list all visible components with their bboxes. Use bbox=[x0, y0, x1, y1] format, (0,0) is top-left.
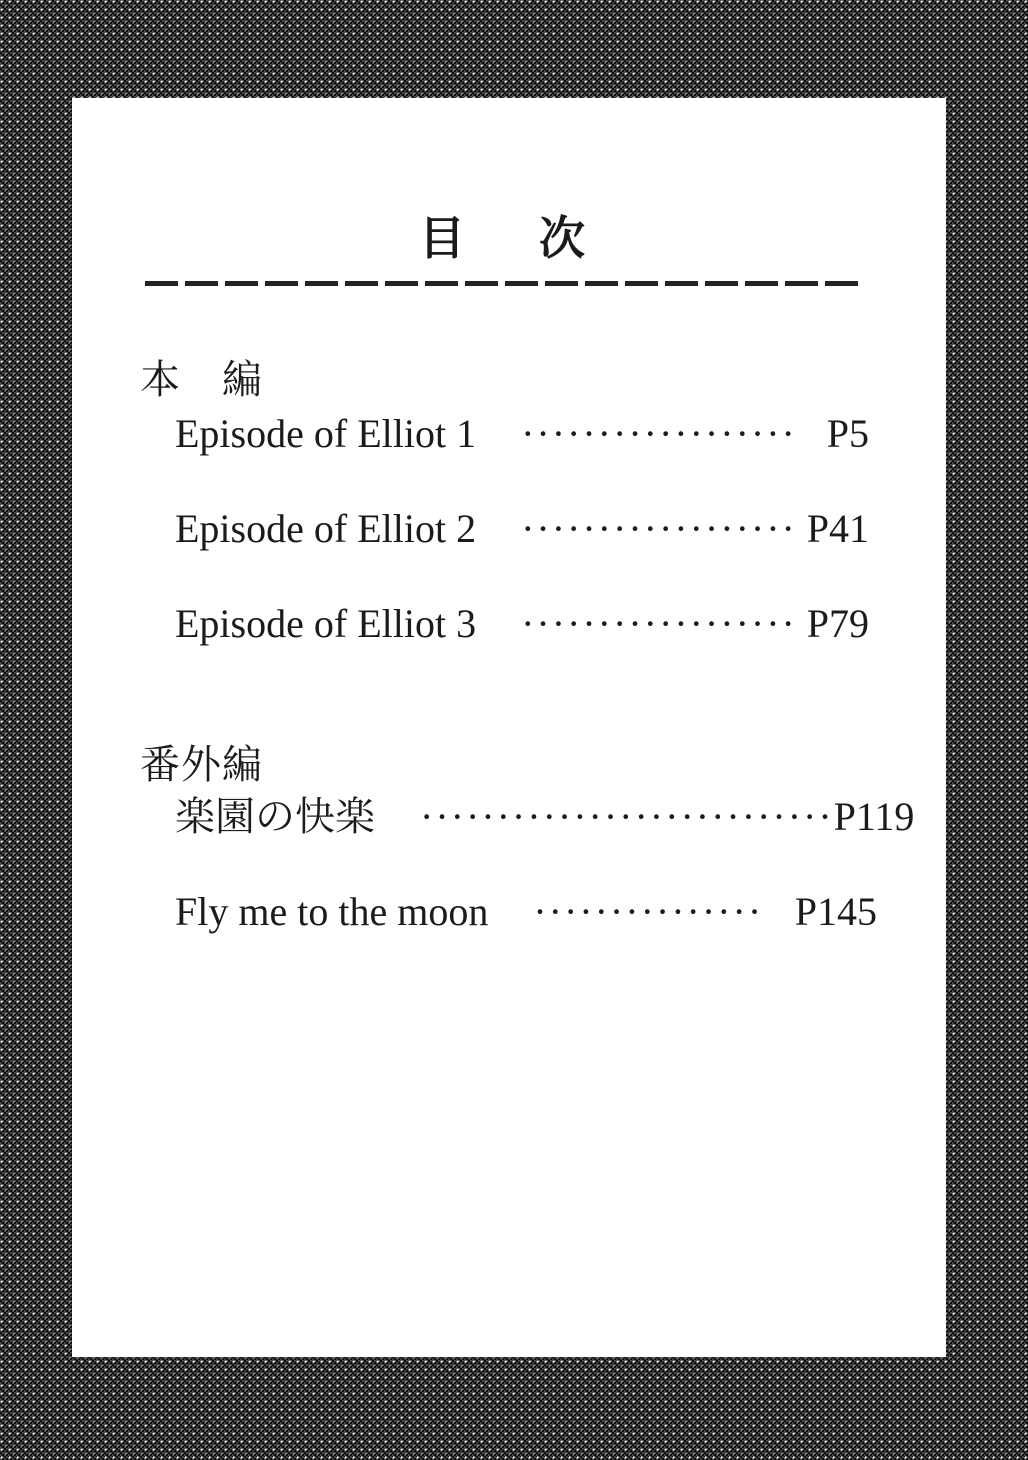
entry-title: Episode of Elliot 2 bbox=[175, 506, 477, 551]
toc-entry-elliot-2 bbox=[175, 506, 869, 551]
dot-leader: ·················· bbox=[521, 411, 797, 456]
dot-leader: ·················· bbox=[521, 506, 797, 551]
page-title: 目 次 bbox=[419, 213, 599, 264]
toc-entry-elliot-1 bbox=[175, 411, 869, 456]
entry-page-number: P5 bbox=[826, 411, 869, 456]
entry-page-number: P119 bbox=[833, 794, 915, 839]
entry-title: Fly me to the moon bbox=[175, 889, 489, 934]
section-heading-extra: 番外編 bbox=[140, 742, 263, 787]
toc-page bbox=[72, 98, 946, 1357]
entry-page-number: P79 bbox=[806, 601, 869, 646]
section-heading-main: 本 編 bbox=[140, 357, 263, 402]
dot-leader: ··············· bbox=[533, 889, 764, 934]
dot-leader: ·················· bbox=[521, 601, 797, 646]
entry-title: Episode of Elliot 1 bbox=[175, 411, 477, 456]
toc-entry-fly-me-to-the-moon bbox=[175, 889, 877, 934]
dot-leader: ··························· bbox=[420, 794, 834, 839]
title-divider bbox=[145, 281, 859, 286]
entry-title: Episode of Elliot 3 bbox=[175, 601, 477, 646]
toc-entry-elliot-3 bbox=[175, 601, 869, 646]
toc-entry-rakuen bbox=[175, 794, 915, 839]
entry-page-number: P145 bbox=[794, 889, 877, 934]
entry-page-number: P41 bbox=[806, 506, 869, 551]
entry-title: 楽園の快楽 bbox=[175, 794, 375, 839]
